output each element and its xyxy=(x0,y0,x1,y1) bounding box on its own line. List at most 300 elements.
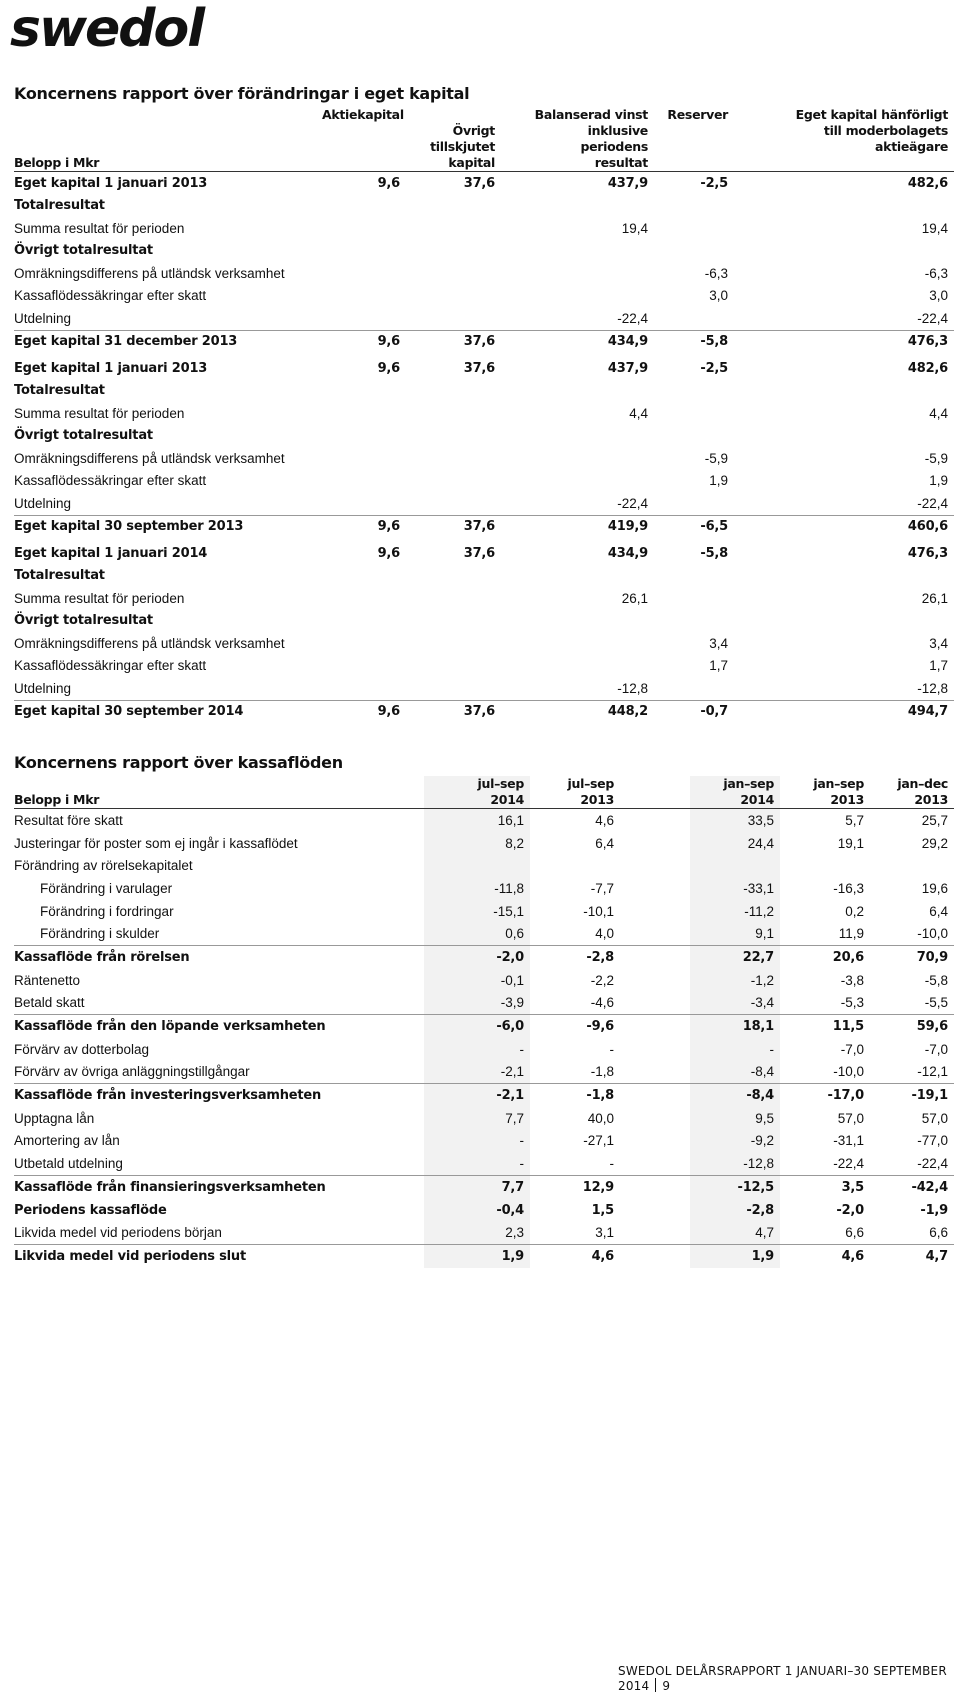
table-row xyxy=(14,285,954,308)
value-cell xyxy=(734,610,954,633)
column-spacer xyxy=(620,854,690,877)
value-cell xyxy=(734,565,954,588)
row-label: Övrigt totalresultat xyxy=(14,243,153,259)
row-label: Utdelning xyxy=(14,680,72,696)
row-label: Likvida medel vid periodens början xyxy=(14,1225,222,1241)
table-row xyxy=(14,1038,954,1061)
value-cell: 3,1 xyxy=(595,1225,614,1241)
table-row xyxy=(14,447,954,470)
value-cell: -10,1 xyxy=(583,903,614,919)
value-cell: -42,4 xyxy=(870,1176,954,1199)
value-cell: -9,2 xyxy=(690,1130,780,1153)
value-cell: 37,6 xyxy=(463,360,495,376)
value-cell: -27,1 xyxy=(583,1133,614,1149)
row-label: Förvärv av övriga anläggningstillgångar xyxy=(14,1064,250,1080)
cashflow-col-spacer xyxy=(620,776,690,809)
value-cell xyxy=(870,854,954,877)
row-label: Kassaflöde från rörelsen xyxy=(14,946,424,969)
row-label: Förändring av rörelsekapitalet xyxy=(14,858,193,874)
value-cell: -5,9 xyxy=(704,450,728,466)
row-label: Räntenetto xyxy=(14,972,81,988)
equity-col-header: Övrigt tillskjutet kapital xyxy=(430,123,495,170)
equity-unit-label: Belopp i Mkr xyxy=(14,155,100,170)
value-cell: 8,2 xyxy=(424,832,530,855)
value-cell xyxy=(501,285,654,308)
value-cell: -22,4 xyxy=(917,310,948,326)
value-cell: 1,7 xyxy=(709,658,728,674)
equity-col-header: Balanserad vinst inklusive periodens resultat xyxy=(534,107,648,170)
row-label: Upptagna lån xyxy=(14,1110,95,1126)
report-page xyxy=(14,84,954,1268)
value-cell: 482,6 xyxy=(907,360,948,376)
value-cell: - xyxy=(424,1130,530,1153)
value-cell: -4,6 xyxy=(590,995,614,1011)
page-footer xyxy=(618,1664,960,1693)
value-cell: 16,1 xyxy=(424,809,530,832)
value-cell xyxy=(406,217,501,240)
row-label: Kassaflödessäkringar efter skatt xyxy=(14,473,207,489)
value-cell: 6,6 xyxy=(845,1225,864,1241)
value-cell xyxy=(654,402,734,425)
value-cell: 19,4 xyxy=(921,220,948,236)
value-cell: 1,9 xyxy=(929,473,948,489)
table-row xyxy=(14,587,954,610)
value-cell xyxy=(654,307,734,330)
value-cell: - xyxy=(690,1038,780,1061)
value-cell: -11,2 xyxy=(690,900,780,923)
row-label: Övrigt totalresultat xyxy=(14,428,153,444)
table-row xyxy=(14,809,954,832)
value-cell: 4,6 xyxy=(595,812,614,828)
table-row xyxy=(14,262,954,285)
value-cell xyxy=(530,854,620,877)
table-row xyxy=(14,969,954,992)
row-label: Förvärv av dotterbolag xyxy=(14,1041,150,1057)
table-row xyxy=(14,632,954,655)
column-spacer xyxy=(620,946,690,969)
value-cell xyxy=(314,632,406,655)
value-cell: 482,6 xyxy=(907,175,948,191)
value-cell: 9,6 xyxy=(314,515,406,538)
row-label: Övrigt totalresultat xyxy=(14,613,153,629)
value-cell: -2,1 xyxy=(424,1084,530,1107)
value-cell: -5,9 xyxy=(924,450,948,466)
row-label: Eget kapital 30 september 2013 xyxy=(14,515,314,538)
row-label: Omräkningsdifferens på utländsk verksamhet xyxy=(14,450,285,466)
column-spacer xyxy=(620,1199,690,1222)
cashflow-col-header: jul–sep 2013 xyxy=(567,776,614,807)
value-cell: -7,7 xyxy=(590,880,614,896)
value-cell: -15,1 xyxy=(424,900,530,923)
value-cell xyxy=(654,610,734,633)
row-label: Kassaflödessäkringar efter skatt xyxy=(14,658,207,674)
value-cell: 20,6 xyxy=(780,946,870,969)
value-cell: -5,5 xyxy=(924,995,948,1011)
value-cell xyxy=(654,677,734,700)
value-cell: -2,0 xyxy=(424,946,530,969)
row-label: Summa resultat för perioden xyxy=(14,405,185,421)
value-cell: -19,1 xyxy=(870,1084,954,1107)
value-cell xyxy=(734,195,954,218)
value-cell: 59,6 xyxy=(870,1015,954,1038)
table-row xyxy=(14,1107,954,1130)
value-cell xyxy=(406,285,501,308)
table-row xyxy=(14,425,954,448)
value-cell: 3,0 xyxy=(709,288,728,304)
value-cell: 9,6 xyxy=(377,175,400,191)
value-cell: -33,1 xyxy=(690,877,780,900)
value-cell: 0,2 xyxy=(845,903,864,919)
value-cell: -2,5 xyxy=(700,360,728,376)
value-cell xyxy=(314,262,406,285)
value-cell: -6,0 xyxy=(424,1015,530,1038)
table-row xyxy=(14,655,954,678)
value-cell: 3,5 xyxy=(780,1176,870,1199)
page-number: 9 xyxy=(662,1679,671,1693)
row-label: Eget kapital 1 januari 2014 xyxy=(14,545,208,561)
value-cell: 4,4 xyxy=(929,405,948,421)
cashflow-title: Koncernens rapport över kassaflöden xyxy=(14,753,343,772)
value-cell: -31,1 xyxy=(833,1133,864,1149)
value-cell xyxy=(406,587,501,610)
row-label: Omräkningsdifferens på utländsk verksamhet xyxy=(14,265,285,281)
value-cell xyxy=(314,285,406,308)
table-row xyxy=(14,565,954,588)
value-cell xyxy=(314,307,406,330)
value-cell xyxy=(314,677,406,700)
value-cell: -77,0 xyxy=(917,1133,948,1149)
value-cell: 40,0 xyxy=(587,1110,614,1126)
row-label: Periodens kassaflöde xyxy=(14,1202,167,1218)
cashflow-table xyxy=(14,776,954,1268)
value-cell: -2,8 xyxy=(530,946,620,969)
value-cell: 1,7 xyxy=(929,658,948,674)
column-spacer xyxy=(620,1152,690,1175)
value-cell: 448,2 xyxy=(501,700,654,723)
value-cell: 1,9 xyxy=(709,473,728,489)
table-row xyxy=(14,946,954,969)
cashflow-unit-label: Belopp i Mkr xyxy=(14,792,100,807)
value-cell xyxy=(406,565,501,588)
value-cell xyxy=(501,655,654,678)
table-row xyxy=(14,854,954,877)
column-spacer xyxy=(620,832,690,855)
row-label: Totalresultat xyxy=(14,568,105,584)
value-cell: 26,1 xyxy=(621,590,648,606)
value-cell xyxy=(314,492,406,515)
value-cell: 437,9 xyxy=(607,360,648,376)
row-label: Förändring i skulder xyxy=(40,926,160,942)
value-cell: 494,7 xyxy=(734,700,954,723)
table-row xyxy=(14,195,954,218)
column-spacer xyxy=(620,1221,690,1244)
value-cell xyxy=(406,307,501,330)
column-spacer xyxy=(620,1245,690,1268)
swedol-wordmark: swedol xyxy=(10,2,204,54)
value-cell: -10,0 xyxy=(917,926,948,942)
value-cell: -0,1 xyxy=(424,969,530,992)
row-label: Förändring i fordringar xyxy=(40,903,174,919)
table-row xyxy=(14,1130,954,1153)
value-cell: -6,3 xyxy=(704,265,728,281)
value-cell: 19,6 xyxy=(921,880,948,896)
row-label: Likvida medel vid periodens slut xyxy=(14,1245,424,1268)
row-label: Summa resultat för perioden xyxy=(14,220,185,236)
value-cell: 57,0 xyxy=(837,1110,864,1126)
value-cell: 37,6 xyxy=(406,515,501,538)
table-row xyxy=(14,217,954,240)
table-row xyxy=(14,380,954,403)
row-label: Eget kapital 31 december 2013 xyxy=(14,330,314,353)
value-cell: 57,0 xyxy=(921,1110,948,1126)
row-label: Förändring i varulager xyxy=(40,880,173,896)
row-label: Justeringar för poster som ej ingår i kassaflödet xyxy=(14,835,298,851)
value-cell: 37,6 xyxy=(406,700,501,723)
table-row xyxy=(14,470,954,493)
value-cell: 22,7 xyxy=(690,946,780,969)
value-cell: -12,8 xyxy=(617,680,648,696)
equity-header-row xyxy=(14,107,954,172)
value-cell: 476,3 xyxy=(907,545,948,561)
row-label: Utdelning xyxy=(14,310,72,326)
value-cell: -1,8 xyxy=(590,1064,614,1080)
value-cell xyxy=(406,470,501,493)
value-cell: 4,6 xyxy=(530,1245,620,1268)
value-cell: 6,4 xyxy=(595,835,614,851)
table-row xyxy=(14,877,954,900)
value-cell: 12,9 xyxy=(530,1176,620,1199)
table-row xyxy=(14,1152,954,1175)
value-cell: 18,1 xyxy=(690,1015,780,1038)
value-cell: -7,0 xyxy=(840,1041,864,1057)
value-cell: -2,1 xyxy=(424,1061,530,1084)
value-cell xyxy=(501,565,654,588)
value-cell: -8,4 xyxy=(690,1084,780,1107)
value-cell: 9,6 xyxy=(377,545,400,561)
swedol-logo xyxy=(8,2,228,54)
value-cell xyxy=(501,425,654,448)
value-cell: 434,9 xyxy=(501,330,654,353)
row-label: Amortering av lån xyxy=(14,1133,120,1149)
value-cell xyxy=(501,240,654,263)
column-spacer xyxy=(620,1015,690,1038)
value-cell: 6,6 xyxy=(929,1225,948,1241)
column-spacer xyxy=(620,969,690,992)
column-spacer xyxy=(620,877,690,900)
value-cell: 33,5 xyxy=(690,809,780,832)
value-cell: 434,9 xyxy=(607,545,648,561)
value-cell: 476,3 xyxy=(734,330,954,353)
value-cell: 1,9 xyxy=(690,1245,780,1268)
value-cell: 3,0 xyxy=(929,288,948,304)
column-spacer xyxy=(620,1061,690,1084)
value-cell xyxy=(406,380,501,403)
cashflow-col-header: jul–sep 2014 xyxy=(424,776,530,809)
value-cell: 37,6 xyxy=(463,175,495,191)
value-cell: -22,4 xyxy=(617,310,648,326)
value-cell xyxy=(314,380,406,403)
value-cell: 437,9 xyxy=(607,175,648,191)
equity-table xyxy=(14,107,954,723)
value-cell: -9,6 xyxy=(530,1015,620,1038)
value-cell: 7,7 xyxy=(424,1107,530,1130)
value-cell: 9,6 xyxy=(314,700,406,723)
row-label: Kassaflöde från finansieringsverksamheten xyxy=(14,1176,424,1199)
table-row xyxy=(14,492,954,515)
value-cell xyxy=(654,380,734,403)
value-cell xyxy=(314,565,406,588)
cashflow-header-row xyxy=(14,776,954,809)
value-cell xyxy=(406,402,501,425)
value-cell xyxy=(654,240,734,263)
column-spacer xyxy=(620,1130,690,1153)
value-cell: -8,4 xyxy=(690,1061,780,1084)
table-row xyxy=(14,1015,954,1038)
column-spacer xyxy=(620,1084,690,1107)
value-cell: -12,5 xyxy=(690,1176,780,1199)
column-spacer xyxy=(620,1107,690,1130)
value-cell: -22,4 xyxy=(917,495,948,511)
value-cell: 19,1 xyxy=(837,835,864,851)
value-cell: 37,6 xyxy=(406,330,501,353)
value-cell: 9,5 xyxy=(690,1107,780,1130)
value-cell: -3,9 xyxy=(424,992,530,1015)
value-cell: -12,1 xyxy=(917,1064,948,1080)
row-label: Eget kapital 1 januari 2013 xyxy=(14,360,208,376)
value-cell: -3,8 xyxy=(840,972,864,988)
value-cell: -5,8 xyxy=(924,972,948,988)
value-cell: - xyxy=(424,1152,530,1175)
value-cell: 9,6 xyxy=(377,360,400,376)
table-row xyxy=(14,610,954,633)
value-cell: 37,6 xyxy=(463,545,495,561)
value-cell: -16,3 xyxy=(833,880,864,896)
value-cell: -22,4 xyxy=(917,1156,948,1172)
value-cell xyxy=(406,447,501,470)
table-row xyxy=(14,1221,954,1244)
value-cell xyxy=(314,195,406,218)
value-cell: 7,7 xyxy=(424,1176,530,1199)
column-spacer xyxy=(620,922,690,945)
value-cell: -5,8 xyxy=(700,545,728,561)
table-row xyxy=(14,922,954,945)
value-cell xyxy=(314,587,406,610)
value-cell xyxy=(501,470,654,493)
value-cell: -2,2 xyxy=(590,972,614,988)
value-cell: 0,6 xyxy=(424,922,530,945)
value-cell: 4,6 xyxy=(780,1245,870,1268)
value-cell xyxy=(314,240,406,263)
value-cell: 4,4 xyxy=(629,405,648,421)
value-cell xyxy=(501,610,654,633)
value-cell xyxy=(314,402,406,425)
value-cell: 25,7 xyxy=(921,812,948,828)
row-label: Utbetald utdelning xyxy=(14,1156,123,1172)
value-cell: 19,4 xyxy=(621,220,648,236)
value-cell: - xyxy=(424,1038,530,1061)
table-row xyxy=(14,832,954,855)
value-cell xyxy=(654,565,734,588)
value-cell xyxy=(501,380,654,403)
value-cell: 11,9 xyxy=(838,926,864,942)
cashflow-col-header: jan–dec 2013 xyxy=(897,776,948,807)
table-row xyxy=(14,172,954,195)
value-cell xyxy=(406,655,501,678)
value-cell xyxy=(314,447,406,470)
value-cell xyxy=(734,240,954,263)
table-row xyxy=(14,357,954,380)
row-label: Kassaflödessäkringar efter skatt xyxy=(14,288,207,304)
row-label: Eget kapital 30 september 2014 xyxy=(14,700,314,723)
value-cell: -2,5 xyxy=(700,175,728,191)
table-row xyxy=(14,1245,954,1268)
table-row xyxy=(14,1061,954,1084)
value-cell xyxy=(314,655,406,678)
column-spacer xyxy=(620,992,690,1015)
value-cell: 11,5 xyxy=(780,1015,870,1038)
value-cell: 4,7 xyxy=(690,1221,780,1244)
value-cell: 1,5 xyxy=(591,1202,614,1218)
column-spacer xyxy=(620,809,690,832)
value-cell: 9,1 xyxy=(690,922,780,945)
value-cell xyxy=(406,677,501,700)
table-row xyxy=(14,330,954,353)
value-cell: 5,7 xyxy=(845,812,864,828)
value-cell: -6,5 xyxy=(654,515,734,538)
value-cell: - xyxy=(609,1156,614,1172)
equity-col-header: Eget kapital hänförligt till moderbolagets aktieägare xyxy=(795,107,948,154)
value-cell: -12,8 xyxy=(690,1152,780,1175)
table-row xyxy=(14,515,954,538)
value-cell: -17,0 xyxy=(780,1084,870,1107)
cashflow-col-header: jan–sep 2014 xyxy=(690,776,780,809)
value-cell xyxy=(654,425,734,448)
value-cell: -22,4 xyxy=(833,1156,864,1172)
row-label: Kassaflöde från den löpande verksamheten xyxy=(14,1015,424,1038)
value-cell: 6,4 xyxy=(929,903,948,919)
value-cell: -0,4 xyxy=(424,1199,530,1222)
value-cell: -1,2 xyxy=(690,969,780,992)
value-cell xyxy=(406,425,501,448)
value-cell: 419,9 xyxy=(501,515,654,538)
equity-title: Koncernens rapport över förändringar i eget kapital xyxy=(14,84,470,103)
value-cell xyxy=(406,195,501,218)
value-cell: -7,0 xyxy=(924,1041,948,1057)
table-row xyxy=(14,402,954,425)
row-label: Betald skatt xyxy=(14,995,85,1011)
value-cell: - xyxy=(609,1041,614,1057)
value-cell: 4,7 xyxy=(870,1245,954,1268)
value-cell xyxy=(734,425,954,448)
value-cell xyxy=(501,262,654,285)
value-cell xyxy=(406,262,501,285)
table-row xyxy=(14,700,954,723)
value-cell xyxy=(406,610,501,633)
value-cell: -2,0 xyxy=(836,1202,864,1218)
row-label: Summa resultat för perioden xyxy=(14,590,185,606)
value-cell xyxy=(406,632,501,655)
value-cell xyxy=(690,854,780,877)
column-spacer xyxy=(620,1176,690,1199)
value-cell: -10,0 xyxy=(833,1064,864,1080)
table-row xyxy=(14,240,954,263)
value-cell: 3,4 xyxy=(929,635,948,651)
value-cell: 3,4 xyxy=(709,635,728,651)
value-cell xyxy=(314,610,406,633)
value-cell: 70,9 xyxy=(870,946,954,969)
value-cell: 1,9 xyxy=(424,1245,530,1268)
value-cell xyxy=(654,195,734,218)
